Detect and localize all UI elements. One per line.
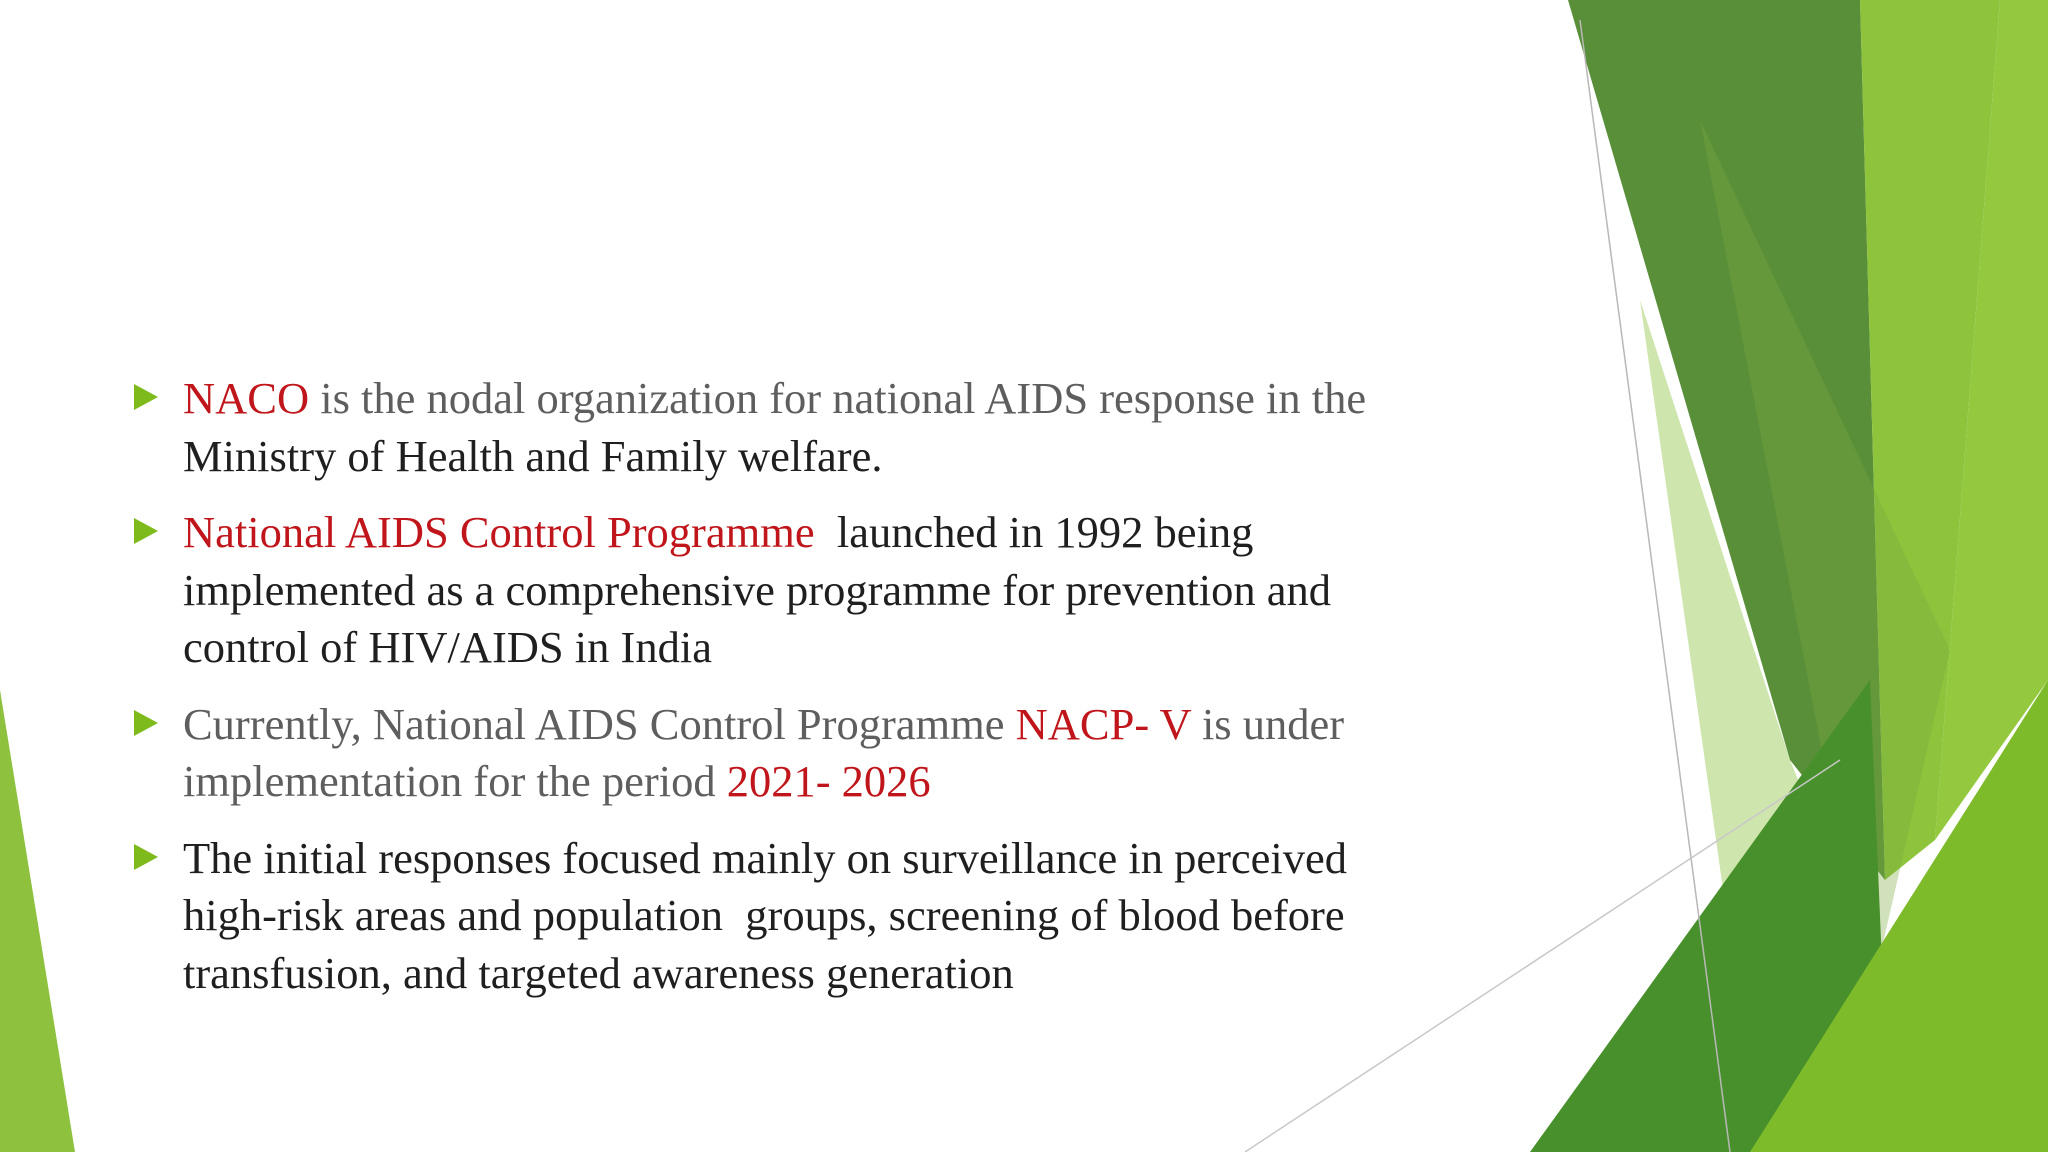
triangle-right-icon — [134, 518, 158, 544]
text-segment-red: National AIDS Control Programme — [183, 507, 815, 557]
bullet-text — [183, 696, 1520, 811]
text-segment-gray: is the nodal organization for national AIDS response in the — [309, 373, 1367, 423]
bullet-text — [183, 504, 1520, 677]
bullet-item-initial-responses — [130, 830, 1520, 1003]
bullet-text — [183, 830, 1520, 1003]
text-segment-gray: Currently, National AIDS Control Programme — [183, 698, 1016, 749]
text-segment-dark: Ministry of Health and Family welfare. — [183, 430, 883, 481]
bullet-text — [183, 370, 1520, 485]
text-segment-gray: is under implementation for the period — [183, 698, 1345, 806]
triangle-right-icon — [134, 710, 158, 736]
text-segment-red: NACP- V — [1015, 698, 1191, 749]
text-segment-red: NACO — [183, 373, 310, 423]
bullet-item-nacp-v — [130, 696, 1520, 811]
left-green-sliver — [0, 690, 75, 1152]
text-segment-dark: The initial responses focused mainly on surveillance in perceived high-risk areas and population groups, screening of blood before transfusion, and targeted awareness generation — [183, 832, 1348, 998]
bullet-item-naco — [130, 370, 1520, 485]
bullet-list — [130, 370, 1520, 1021]
triangle-right-icon — [134, 384, 158, 410]
triangle-right-icon — [134, 844, 158, 870]
text-segment-dark: launched in 1992 being implemented as a comprehensive programme for prevention and control of HIV/AIDS in India — [183, 507, 1331, 672]
bullet-item-nacp — [130, 504, 1520, 677]
text-segment-red: 2021- 2026 — [726, 756, 931, 806]
